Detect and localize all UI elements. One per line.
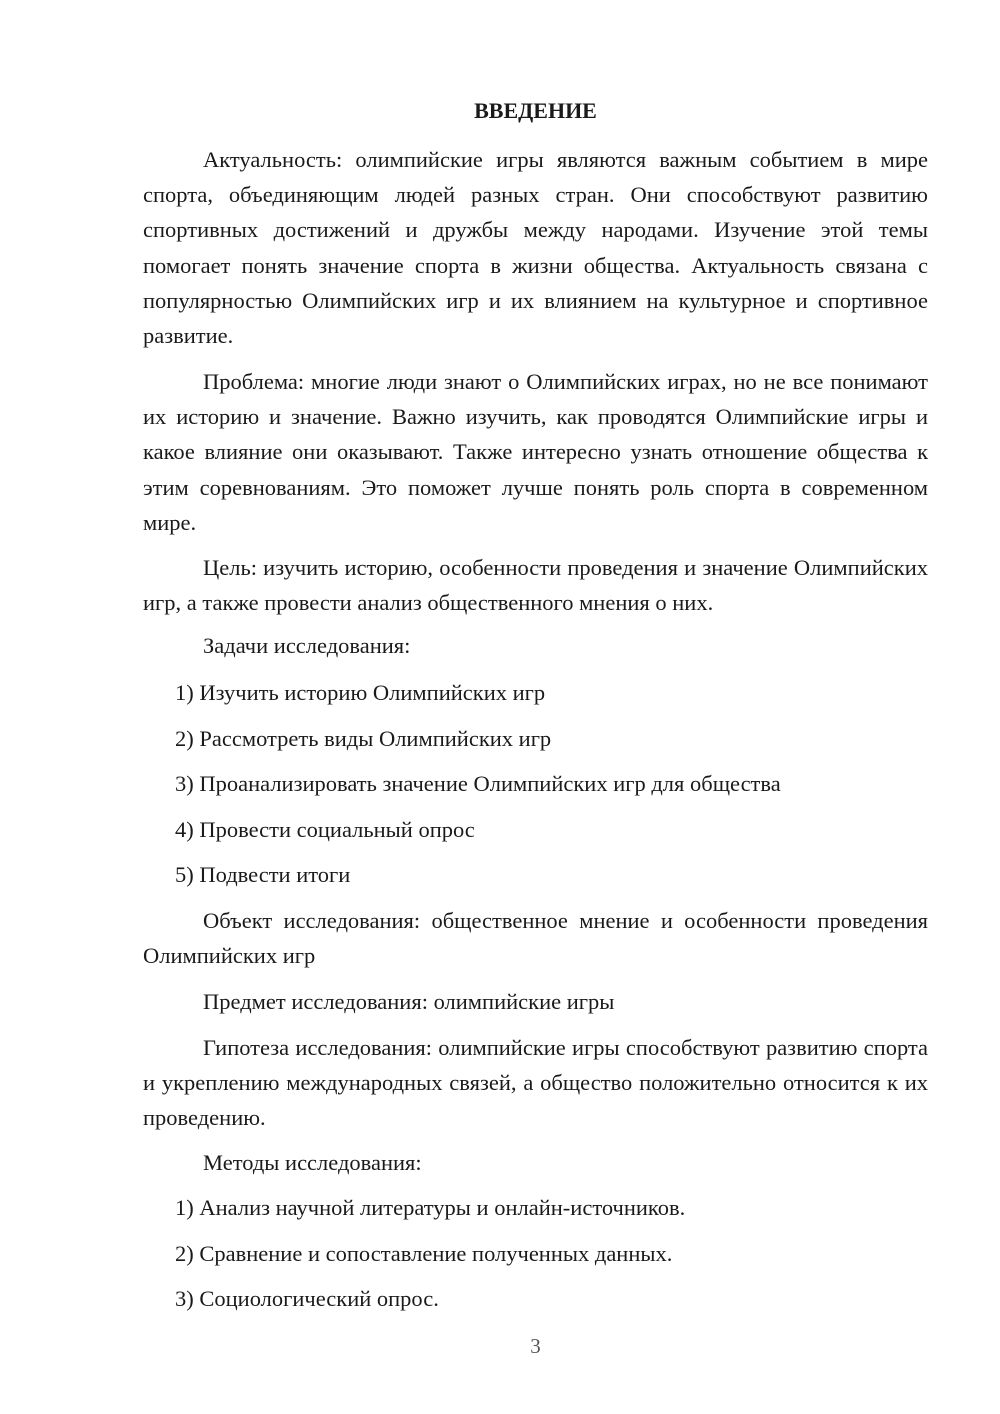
object-paragraph: Объект исследования: общественное мнение и особенности проведения Олимпийских игр <box>143 908 928 969</box>
method-item: 1) Анализ научной литературы и онлайн-источников. <box>175 1195 686 1220</box>
document-page <box>143 0 928 1414</box>
method-item: 3) Социологический опрос. <box>175 1286 439 1311</box>
hypothesis-paragraph: Гипотеза исследования: олимпийские игры способствуют развитию спорта и укреплению международных связей, а общество положительно относится к их проведению. <box>143 1035 928 1131</box>
goal-paragraph: Цель: изучить историю, особенности проведения и значение Олимпийских игр, а также провести анализ общественного мнения о них. <box>143 555 928 616</box>
page-number: 3 <box>530 1334 541 1358</box>
subject-paragraph: Предмет исследования: олимпийские игры <box>203 989 615 1014</box>
tasks-heading: Задачи исследования: <box>203 633 411 658</box>
task-item: 4) Провести социальный опрос <box>175 817 475 842</box>
task-item: 3) Проанализировать значение Олимпийских игр для общества <box>175 771 781 796</box>
task-item: 2) Рассмотреть виды Олимпийских игр <box>175 726 552 751</box>
methods-heading: Методы исследования: <box>203 1150 422 1175</box>
task-item: 5) Подвести итоги <box>175 862 351 887</box>
method-item: 2) Сравнение и сопоставление полученных данных. <box>175 1241 673 1266</box>
page-title: ВВЕДЕНИЕ <box>474 98 597 123</box>
task-item: 1) Изучить историю Олимпийских игр <box>175 680 546 705</box>
relevance-paragraph: Актуальность: олимпийские игры являются важным событием в мире спорта, объединяющим людей разных стран. Они способствуют развитию спортивных достижений и дружбы между народами. Изучение этой темы помогает понять значение спорта в жизни общества. Актуальность связана с популярностью Олимпийских игр и их влиянием на культурное и спортивное развитие. <box>143 147 928 349</box>
problem-paragraph: Проблема: многие люди знают о Олимпийских играх, но не все понимают их историю и значение. Важно изучить, как проводятся Олимпийские игры и какое влияние они оказывают. Также интересно узнать отношение общества к этим соревнованиям. Это поможет лучше понять роль спорта в современном мире. <box>143 369 928 535</box>
